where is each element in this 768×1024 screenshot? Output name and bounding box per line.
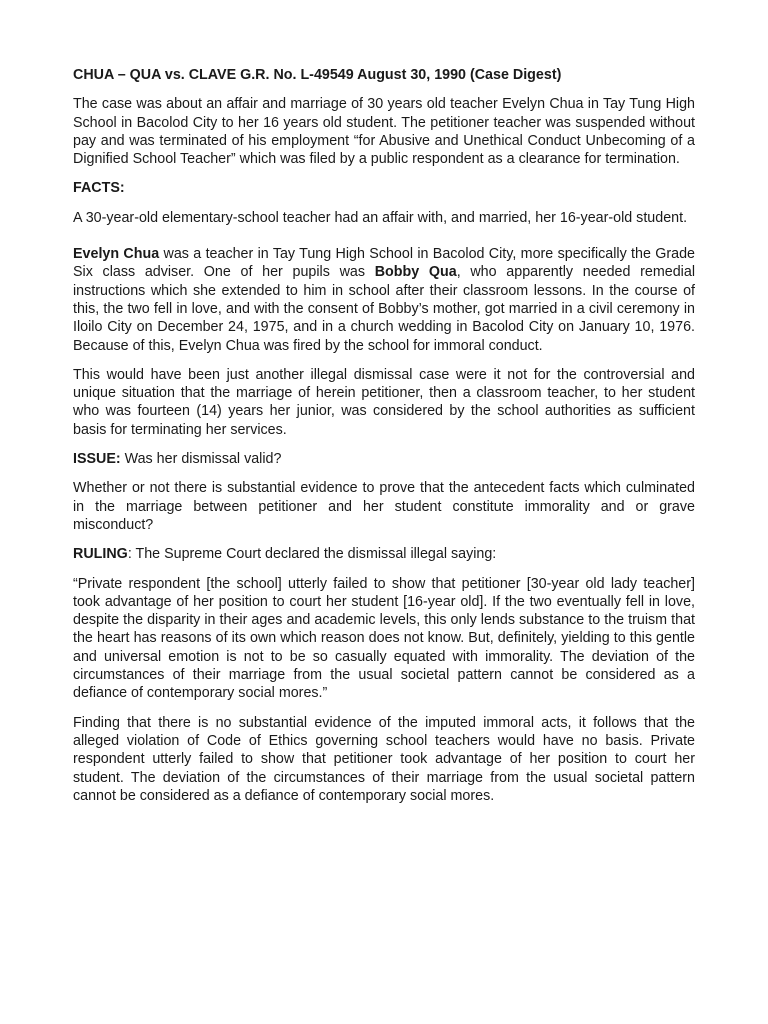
facts-p1-text-2: , who apparently needed remedial instructions which she extended to him in school after their classroom lessons. In the course of this, the two fell in love, and with the consent of Bobby’s mother, got married in a civil ceremony in Iloilo City on December 24, 1975, and in a church wedding in Bacolod City on January 10, 1976. Because of this, Evelyn Chua was fired by the school for immoral conduct. [73,264,695,354]
ruling-line [73,545,695,563]
facts-summary: A 30-year-old elementary-school teacher had an affair with, and married, her 16-year-old student. [73,209,688,226]
facts-p1-text-1: was a teacher in Tay Tung High School in Bacolod City, more specifically the Grade Six class adviser. One of her pupils was [73,246,696,281]
name-evelyn-chua: Evelyn Chua [73,246,160,263]
intro-paragraph: The case was about an affair and marriage of 30 years old teacher Evelyn Chua in Tay Tung High School in Bacolod City to her 16 years old student. The petitioner teacher was suspended without pay and was terminated of his employment “for Abusive and Unethical Conduct Unbecoming of a Dignified School Teacher” which was filed by a public respondent as a clearance for termination. [73,96,695,168]
conclusion-paragraph: Finding that there is no substantial evidence of the imputed immoral acts, it follows that the alleged violation of Code of Ethics governing school teachers would have no basis. Private respondent utterly failed to show that petitioner took advantage of her position to court her student. The deviation of the circumstances of their marriage from the usual societal pattern cannot be considered as a defiance of contemporary social mores. [73,714,695,804]
ruling-text: : The Supreme Court declared the dismissal illegal saying: [127,546,497,563]
issue-label: ISSUE: [73,451,121,468]
document-title: CHUA – QUA vs. CLAVE G.R. No. L-49549 August 30, 1990 (Case Digest) [73,67,562,83]
facts-paragraph-2: This would have been just another illegal dismissal case were it not for the controversial and unique situation that the marriage of herein petitioner, then a classroom teacher, to her student who was fourteen (14) years her junior, was considered by the school authorities as sufficient basis for terminating her services. [73,366,695,438]
document-page [73,66,695,805]
name-bobby-qua: Bobby Qua [374,264,457,281]
issue-detail: Whether or not there is substantial evidence to prove that the antecedent facts which culminated in the marriage between petitioner and her student constitute immorality and or grave misconduct? [73,480,695,533]
issue-line [73,450,695,468]
issue-text: Was her dismissal valid? [120,451,282,468]
facts-heading: FACTS: [73,180,125,197]
facts-paragraph-1 [73,245,695,355]
ruling-label: RULING [73,546,128,563]
ruling-quote: “Private respondent [the school] utterly failed to show that petitioner [30-year old lady teacher] took advantage of her position to court her student [16-year old]. If the two eventually fell in love, despite the disparity in their ages and academic levels, this only lends substance to the truism that the heart has reasons of its own which reason does not know. But, definitely, yielding to this gentle and universal emotion is not to be so casually equated with immorality. The deviation of the circumstances of their marriage from the usual societal pattern cannot be considered as a defiance of contemporary social mores.” [73,575,695,702]
